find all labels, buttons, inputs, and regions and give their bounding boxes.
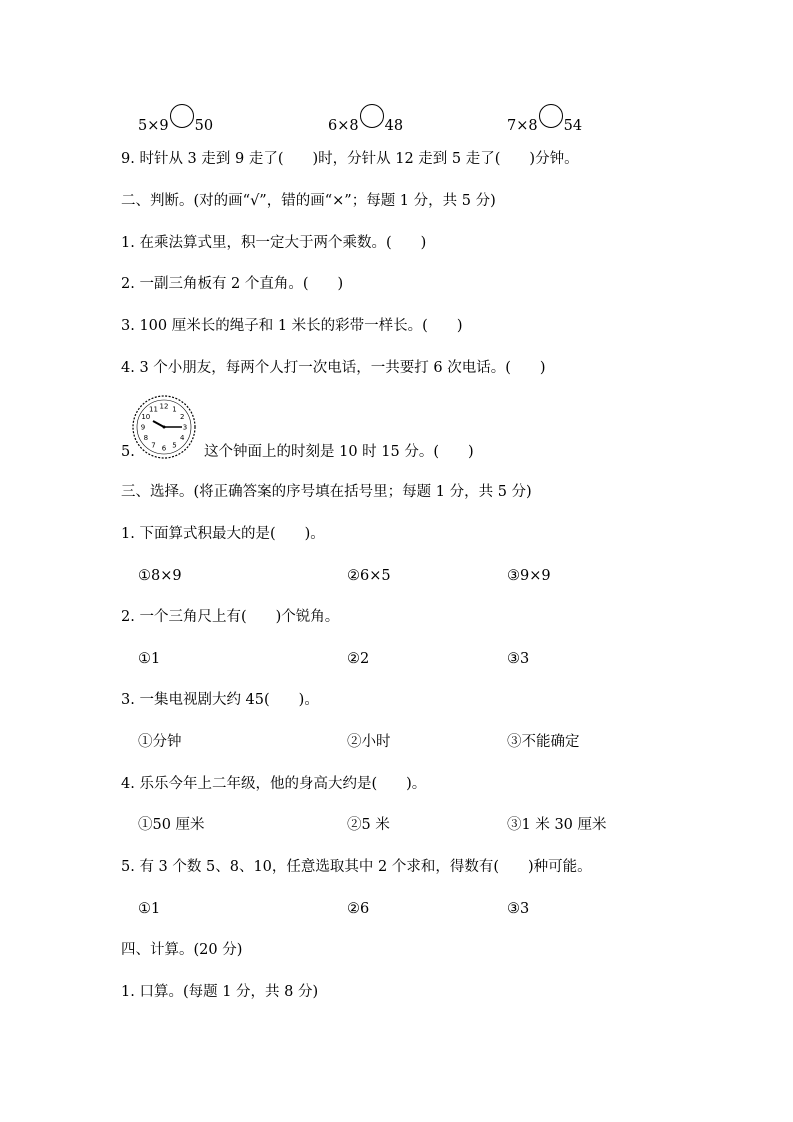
comparison-right: 48	[384, 118, 404, 134]
choice-option: ①1	[138, 901, 161, 917]
question-9: 9. 时针从 3 走到 9 走了( )时，分针从 12 走到 5 走了( )分钟。	[121, 151, 579, 167]
comparison-1	[138, 104, 213, 136]
answer-circle[interactable]	[360, 104, 384, 128]
judge-item-2: 2. 一副三角板有 2 个直角。( )	[121, 276, 344, 292]
section-4-heading: 四、计算。(20 分)	[121, 942, 243, 958]
choice-question-1: 1. 下面算式积最大的是( )。	[121, 526, 325, 542]
choice-option: ①分钟	[138, 734, 182, 750]
judge-item-1: 1. 在乘法算式里，积一定大于两个乘数。( )	[121, 235, 427, 251]
clock-numeral: 11	[149, 405, 158, 414]
comparison-left: 7×8	[507, 118, 538, 134]
choice-option: ③3	[507, 651, 530, 667]
choice-option: ③不能确定	[507, 734, 580, 750]
clock-hour-hand	[153, 421, 164, 427]
clock-numeral: 4	[179, 434, 185, 442]
clock-numeral: 2	[179, 413, 185, 421]
choice-option: ②6×5	[347, 568, 391, 584]
choice-option: ③1 米 30 厘米	[507, 817, 607, 833]
choice-option: ②小时	[347, 734, 391, 750]
clock-numeral: 1	[172, 405, 177, 414]
choice-question-5: 5. 有 3 个数 5、8、10，任意选取其中 2 个求和，得数有( )种可能。	[121, 859, 592, 875]
choice-option: ②5 米	[347, 817, 390, 833]
choice-option: ①8×9	[138, 568, 182, 584]
mental-math-heading: 1. 口算。(每题 1 分，共 8 分)	[121, 984, 319, 1000]
answer-circle[interactable]	[539, 104, 563, 128]
clock-face-image	[131, 394, 197, 460]
clock-numeral: 12	[159, 402, 169, 411]
choice-option: ①50 厘米	[138, 817, 205, 833]
comparison-right: 50	[194, 118, 214, 134]
section-3-heading: 三、选择。(将正确答案的序号填在括号里；每题 1 分，共 5 分)	[121, 484, 532, 500]
choice-option: ③9×9	[507, 568, 551, 584]
choice-question-3: 3. 一集电视剧大约 45( )。	[121, 692, 319, 708]
judge-item-3: 3. 100 厘米长的绳子和 1 米长的彩带一样长。( )	[121, 318, 463, 334]
choice-option: ②6	[347, 901, 370, 917]
clock-numeral: 8	[143, 434, 149, 442]
judge-item-4: 4. 3 个小朋友，每两个人打一次电话，一共要打 6 次电话。( )	[121, 360, 546, 376]
comparison-left: 5×9	[138, 118, 169, 134]
answer-circle[interactable]	[170, 104, 194, 128]
judge-item-5: 这个钟面上的时刻是 10 时 15 分。( )	[204, 444, 474, 460]
comparison-3	[507, 104, 582, 136]
clock-numeral: 7	[151, 441, 156, 450]
choice-option: ③3	[507, 901, 530, 917]
clock-center	[163, 426, 166, 429]
clock-numeral: 10	[141, 413, 151, 421]
comparison-left: 6×8	[328, 118, 359, 134]
clock-numeral: 3	[182, 423, 188, 432]
clock-numeral: 5	[172, 441, 177, 450]
choice-option: ①1	[138, 651, 161, 667]
section-2-heading: 二、判断。(对的画“√”，错的画“×”；每题 1 分，共 5 分)	[121, 193, 496, 209]
comparison-right: 54	[563, 118, 583, 134]
comparison-2	[328, 104, 403, 136]
clock-numeral: 6	[161, 444, 167, 453]
clock-numeral: 9	[140, 423, 146, 432]
choice-option: ②2	[347, 651, 370, 667]
judge-item-5-number: 5.	[121, 444, 135, 460]
choice-question-4: 4. 乐乐今年上二年级，他的身高大约是( )。	[121, 776, 427, 792]
choice-question-2: 2. 一个三角尺上有( )个锐角。	[121, 609, 340, 625]
